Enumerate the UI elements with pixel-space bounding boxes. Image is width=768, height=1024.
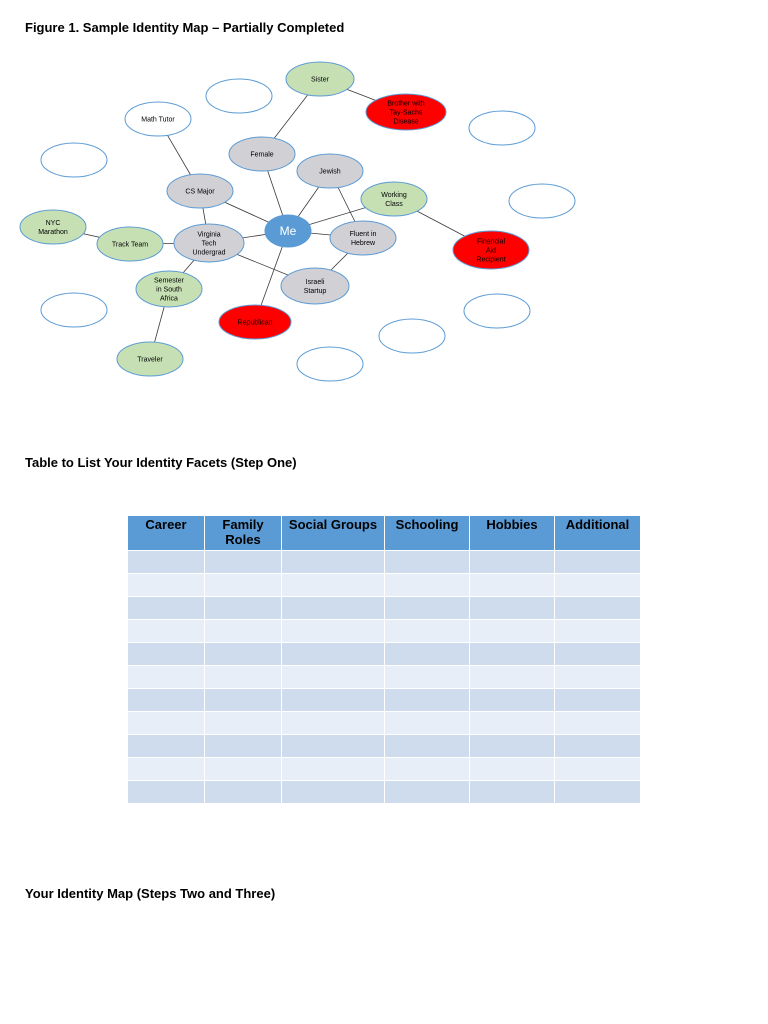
table-cell[interactable]: [385, 781, 470, 804]
column-header-career: Career: [128, 516, 205, 551]
node-traveler: [117, 342, 183, 376]
table-cell[interactable]: [282, 758, 385, 781]
table-cell[interactable]: [470, 781, 555, 804]
table-cell[interactable]: [128, 689, 205, 712]
table-cell[interactable]: [128, 643, 205, 666]
table-cell[interactable]: [282, 781, 385, 804]
node-label: Fluent in Hebrew: [349, 230, 377, 247]
node-label: Working Class: [381, 191, 407, 208]
table-cell[interactable]: [282, 712, 385, 735]
node-cs-major: [167, 174, 233, 208]
table-cell[interactable]: [128, 620, 205, 643]
table-cell[interactable]: [205, 620, 282, 643]
node-ellipse: [41, 143, 107, 177]
table-cell[interactable]: [385, 574, 470, 597]
table-cell[interactable]: [470, 597, 555, 620]
node-virginia-tech: [174, 224, 244, 262]
table-row: [128, 551, 641, 574]
node-working-class: [361, 182, 427, 216]
table-cell[interactable]: [282, 551, 385, 574]
node-blank3: [41, 143, 107, 177]
table-title: Table to List Your Identity Facets (Step One): [25, 455, 297, 470]
table-cell[interactable]: [282, 666, 385, 689]
table-cell[interactable]: [205, 735, 282, 758]
node-female: [229, 137, 295, 171]
node-ellipse: [281, 268, 349, 304]
table-row: [128, 574, 641, 597]
node-label: Jewish: [319, 168, 341, 176]
node-ellipse: [297, 347, 363, 381]
node-blank5: [41, 293, 107, 327]
node-ellipse: [330, 221, 396, 255]
table-cell[interactable]: [128, 735, 205, 758]
table-cell[interactable]: [128, 666, 205, 689]
node-jewish: [297, 154, 363, 188]
node-label: Math Tutor: [141, 116, 175, 124]
table-cell[interactable]: [282, 689, 385, 712]
node-ellipse: [464, 294, 530, 328]
node-blank1: [206, 79, 272, 113]
table-cell[interactable]: [470, 666, 555, 689]
node-label: Track Team: [111, 241, 149, 249]
table-row: [128, 620, 641, 643]
table-cell[interactable]: [205, 781, 282, 804]
table-cell[interactable]: [282, 597, 385, 620]
node-semester-sa: [136, 271, 202, 307]
table-header-row: [128, 516, 641, 551]
table-row: [128, 735, 641, 758]
table-cell[interactable]: [385, 643, 470, 666]
table-cell[interactable]: [282, 620, 385, 643]
column-header-family-roles: Family Roles: [205, 516, 282, 551]
node-blank7: [379, 319, 445, 353]
table-cell[interactable]: [555, 712, 641, 735]
table-cell[interactable]: [470, 643, 555, 666]
node-ellipse: [206, 79, 272, 113]
table-cell[interactable]: [385, 551, 470, 574]
table-cell[interactable]: [128, 758, 205, 781]
node-blank6: [464, 294, 530, 328]
table-cell[interactable]: [470, 689, 555, 712]
table-cell[interactable]: [470, 551, 555, 574]
table-cell[interactable]: [128, 551, 205, 574]
table-cell[interactable]: [385, 735, 470, 758]
column-header-additional: Additional: [555, 516, 641, 551]
node-me: [265, 215, 311, 247]
column-header-schooling: Schooling: [385, 516, 470, 551]
node-label: Brother with Tay-Sachs Disease: [387, 100, 425, 126]
node-label: Financial Aid Recipient: [476, 238, 506, 264]
node-label: Republican: [237, 319, 273, 327]
node-brother: [366, 94, 446, 130]
table-cell[interactable]: [385, 620, 470, 643]
table-row: [128, 758, 641, 781]
table-cell[interactable]: [555, 735, 641, 758]
table-row: [128, 666, 641, 689]
table-cell[interactable]: [385, 597, 470, 620]
node-label: Israeli Startup: [303, 278, 327, 295]
node-ellipse: [361, 182, 427, 216]
node-ellipse: [20, 210, 86, 244]
table-cell[interactable]: [385, 712, 470, 735]
node-label: Me: [279, 224, 297, 239]
table-cell[interactable]: [282, 574, 385, 597]
node-financial-aid: [453, 231, 529, 269]
table-row: [128, 781, 641, 804]
node-label: Semester in South Africa: [154, 277, 184, 303]
node-ellipse: [469, 111, 535, 145]
table-cell[interactable]: [470, 712, 555, 735]
node-label: NYC Marathon: [38, 219, 68, 236]
node-math-tutor: [125, 102, 191, 136]
table-cell[interactable]: [282, 643, 385, 666]
node-blank8: [297, 347, 363, 381]
node-label: Traveler: [137, 356, 163, 364]
table-cell[interactable]: [555, 758, 641, 781]
node-track-team: [97, 227, 163, 261]
table-cell[interactable]: [205, 689, 282, 712]
node-label: Sister: [311, 76, 329, 84]
your-map-title: Your Identity Map (Steps Two and Three): [25, 886, 276, 901]
table-cell[interactable]: [205, 666, 282, 689]
node-ellipse: [379, 319, 445, 353]
table-cell[interactable]: [555, 781, 641, 804]
table-cell[interactable]: [205, 643, 282, 666]
node-blank2: [469, 111, 535, 145]
node-label: CS Major: [185, 188, 215, 196]
figure-title: Figure 1. Sample Identity Map – Partially Completed: [25, 20, 345, 35]
table-cell[interactable]: [555, 689, 641, 712]
table-cell[interactable]: [385, 666, 470, 689]
node-fluent-hebrew: [330, 221, 396, 255]
column-header-social-groups: Social Groups: [282, 516, 385, 551]
table-cell[interactable]: [385, 689, 470, 712]
table-cell[interactable]: [555, 643, 641, 666]
table-cell[interactable]: [385, 758, 470, 781]
node-israeli-startup: [281, 268, 349, 304]
table-cell[interactable]: [128, 712, 205, 735]
table-cell[interactable]: [470, 758, 555, 781]
table-row: [128, 643, 641, 666]
table-row: [128, 712, 641, 735]
table-cell[interactable]: [555, 666, 641, 689]
node-ellipse: [509, 184, 575, 218]
identity-facets-table: [127, 515, 641, 804]
table-cell[interactable]: [205, 712, 282, 735]
table-cell[interactable]: [128, 781, 205, 804]
table-cell[interactable]: [555, 574, 641, 597]
table-cell[interactable]: [282, 735, 385, 758]
table-cell[interactable]: [470, 574, 555, 597]
table-cell[interactable]: [128, 574, 205, 597]
table-cell[interactable]: [470, 620, 555, 643]
table-cell[interactable]: [205, 597, 282, 620]
node-ellipse: [41, 293, 107, 327]
table-cell[interactable]: [470, 735, 555, 758]
table-cell[interactable]: [205, 574, 282, 597]
node-republican: [219, 305, 291, 339]
table-cell[interactable]: [128, 597, 205, 620]
node-label: Virginia Tech Undergrad: [192, 231, 226, 257]
table-cell[interactable]: [555, 551, 641, 574]
table-cell[interactable]: [555, 597, 641, 620]
table-row: [128, 689, 641, 712]
table-cell[interactable]: [205, 551, 282, 574]
sample-identity-map: [0, 50, 768, 390]
node-label: Female: [250, 151, 274, 159]
column-header-hobbies: Hobbies: [470, 516, 555, 551]
table-row: [128, 597, 641, 620]
table-cell[interactable]: [555, 620, 641, 643]
node-nyc-marathon: [20, 210, 86, 244]
node-blank4: [509, 184, 575, 218]
table-cell[interactable]: [205, 758, 282, 781]
node-sister: [286, 62, 354, 96]
